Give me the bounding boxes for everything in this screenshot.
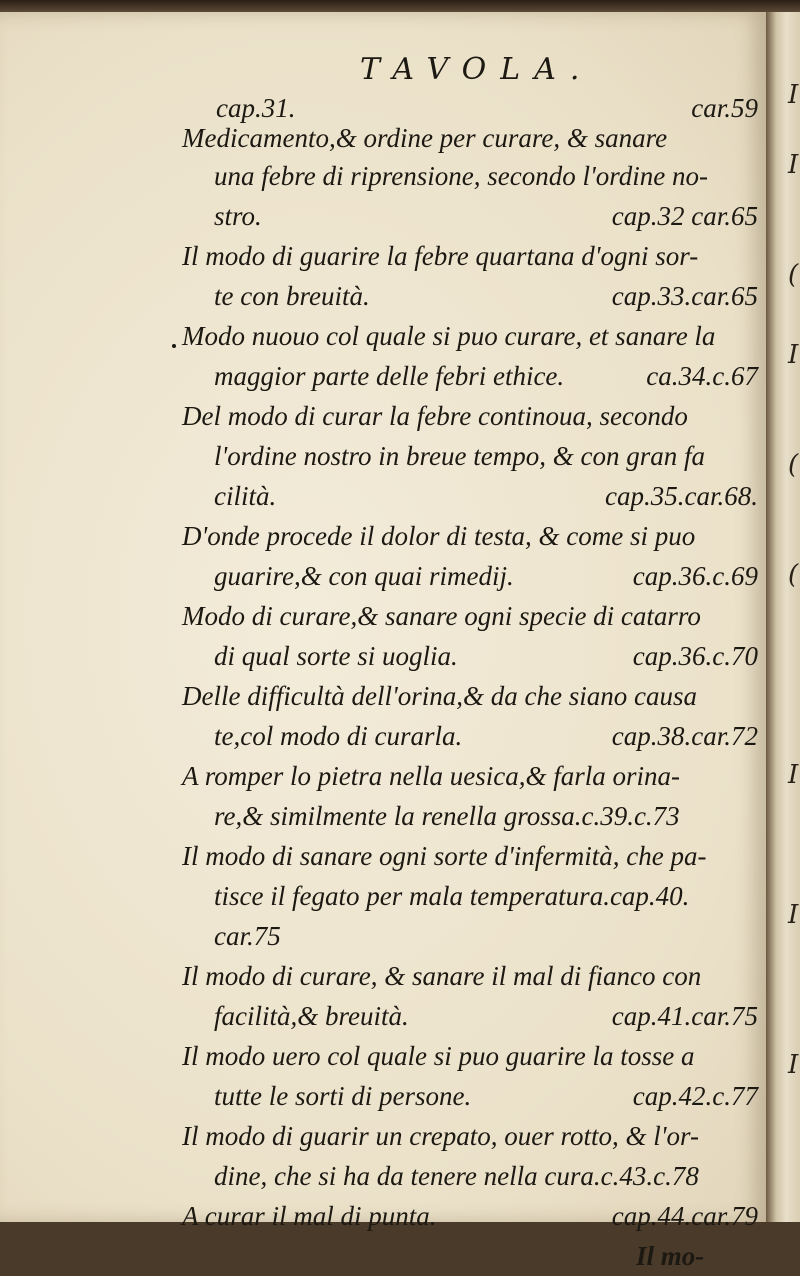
index-line (214, 636, 758, 676)
index-entry-text: re,& similmente la renella grossa.c.39.c.73 (214, 801, 680, 831)
page-header: TAVOLA. (360, 52, 594, 87)
index-line (214, 1156, 758, 1196)
gutter-letter: I (788, 1050, 799, 1080)
index-entry-text: Medicamento,& ordine per curare, & sanare (182, 123, 668, 153)
index-line (214, 716, 758, 756)
index-entry-reference: cap.41.car.75 (611, 1001, 758, 1031)
index-entry-reference: cap.38.car.72 (611, 721, 758, 751)
index-line (182, 836, 758, 876)
index-line (636, 1236, 716, 1276)
index-line (214, 356, 758, 396)
index-line (214, 276, 758, 316)
index-entry-text: car.75 (214, 921, 281, 951)
index-entry-text: dine, che si ha da tenere nella cura.c.43.c.78 (214, 1161, 699, 1191)
index-entry-text: di qual sorte si uoglia. (214, 641, 458, 671)
index-entry-reference: cap.33.car.65 (611, 281, 758, 311)
index-line (182, 1196, 758, 1236)
gutter-letter: I (788, 340, 799, 370)
index-entry-text: A romper lo pietra nella uesica,& farla orina- (182, 761, 680, 791)
index-entry-reference: cap.36.c.69 (632, 561, 758, 591)
index-line (182, 676, 758, 716)
index-entry-text: te con breuità. (214, 281, 370, 311)
index-entry-reference: car.59 (691, 93, 758, 123)
index-line (214, 436, 758, 476)
index-line (214, 156, 758, 196)
index-entry-text: D'onde procede il dolor di testa, & come si puo (182, 521, 696, 551)
gutter-letter: ( (788, 560, 799, 590)
index-entry-text: tutte le sorti di persone. (214, 1081, 472, 1111)
index-entry-text: A curar il mal di punta. (182, 1201, 437, 1231)
gutter-letter: ( (788, 260, 799, 290)
index-line (214, 196, 758, 236)
index-entry-text: Il modo di sanare ogni sorte d'infermità, che pa- (182, 841, 707, 871)
index-line (214, 916, 758, 956)
index-entry-text: guarire,& con quai rimedij. (214, 561, 514, 591)
index-entry-text: stro. (214, 201, 262, 231)
index-entry-reference: cap.44.car.79 (611, 1201, 758, 1231)
index-entry-text: l'ordine nostro in breue tempo, & con gran fa (214, 441, 705, 471)
index-entry-reference: ca.34.c.67 (646, 361, 758, 391)
index-line (182, 118, 758, 158)
index-line (182, 596, 758, 636)
index-entry-text: tisce il fegato per mala temperatura.cap.40. (214, 881, 690, 911)
index-entry-reference: cap.42.c.77 (632, 1081, 758, 1111)
index-entry-reference: cap.35.car.68. (605, 481, 758, 511)
index-entry-text: te,col modo di curarla. (214, 721, 463, 751)
index-line (182, 1036, 758, 1076)
index-line (214, 1076, 758, 1116)
index-entry-text: una febre di riprensione, secondo l'ordine no- (214, 161, 708, 191)
index-entry-text: Il modo di curare, & sanare il mal di fianco con (182, 961, 702, 991)
index-line (214, 796, 758, 836)
index-entry-reference: Il mo- (636, 1241, 705, 1271)
index-line (214, 876, 758, 916)
ink-dot (172, 344, 176, 348)
gutter-letter: I (788, 760, 799, 790)
index-entry-text: Del modo di curar la febre continoua, secondo (182, 401, 688, 431)
index-entry-text: Il modo uero col quale si puo guarire la tosse a (182, 1041, 695, 1071)
index-line (214, 476, 758, 516)
index-entry-text: cilità. (214, 481, 277, 511)
index-line (182, 396, 758, 436)
gutter-letter: ( (788, 450, 799, 480)
index-entry-text: Il modo di guarire la febre quartana d'ogni sor- (182, 241, 699, 271)
index-line (182, 956, 758, 996)
gutter-letter: I (788, 900, 799, 930)
index-entry-text: Delle difficultà dell'orina,& da che siano causa (182, 681, 697, 711)
index-entry-text: maggior parte delle febri ethice. (214, 361, 565, 391)
index-entry-text: Modo di curare,& sanare ogni specie di catarro (182, 601, 701, 631)
index-line (214, 556, 758, 596)
index-line (214, 996, 758, 1036)
index-entry-text: cap.31. (216, 93, 296, 123)
index-line (182, 1116, 758, 1156)
gutter-letter: I (788, 80, 799, 110)
index-line (182, 756, 758, 796)
index-entry-text: Modo nuouo col quale si puo curare, et sanare la (182, 321, 716, 351)
index-entry-text: Il modo di guarir un crepato, ouer rotto, & l'or- (182, 1121, 699, 1151)
book-page (0, 12, 766, 1271)
gutter-letter: I (788, 150, 799, 180)
index-line (182, 316, 758, 356)
book-gutter (766, 12, 800, 1222)
index-line (182, 236, 758, 276)
index-entry-reference: cap.36.c.70 (632, 641, 758, 671)
index-entry-text: facilità,& breuità. (214, 1001, 409, 1031)
index-line (182, 516, 758, 556)
index-entry-reference: cap.32 car.65 (611, 201, 758, 231)
